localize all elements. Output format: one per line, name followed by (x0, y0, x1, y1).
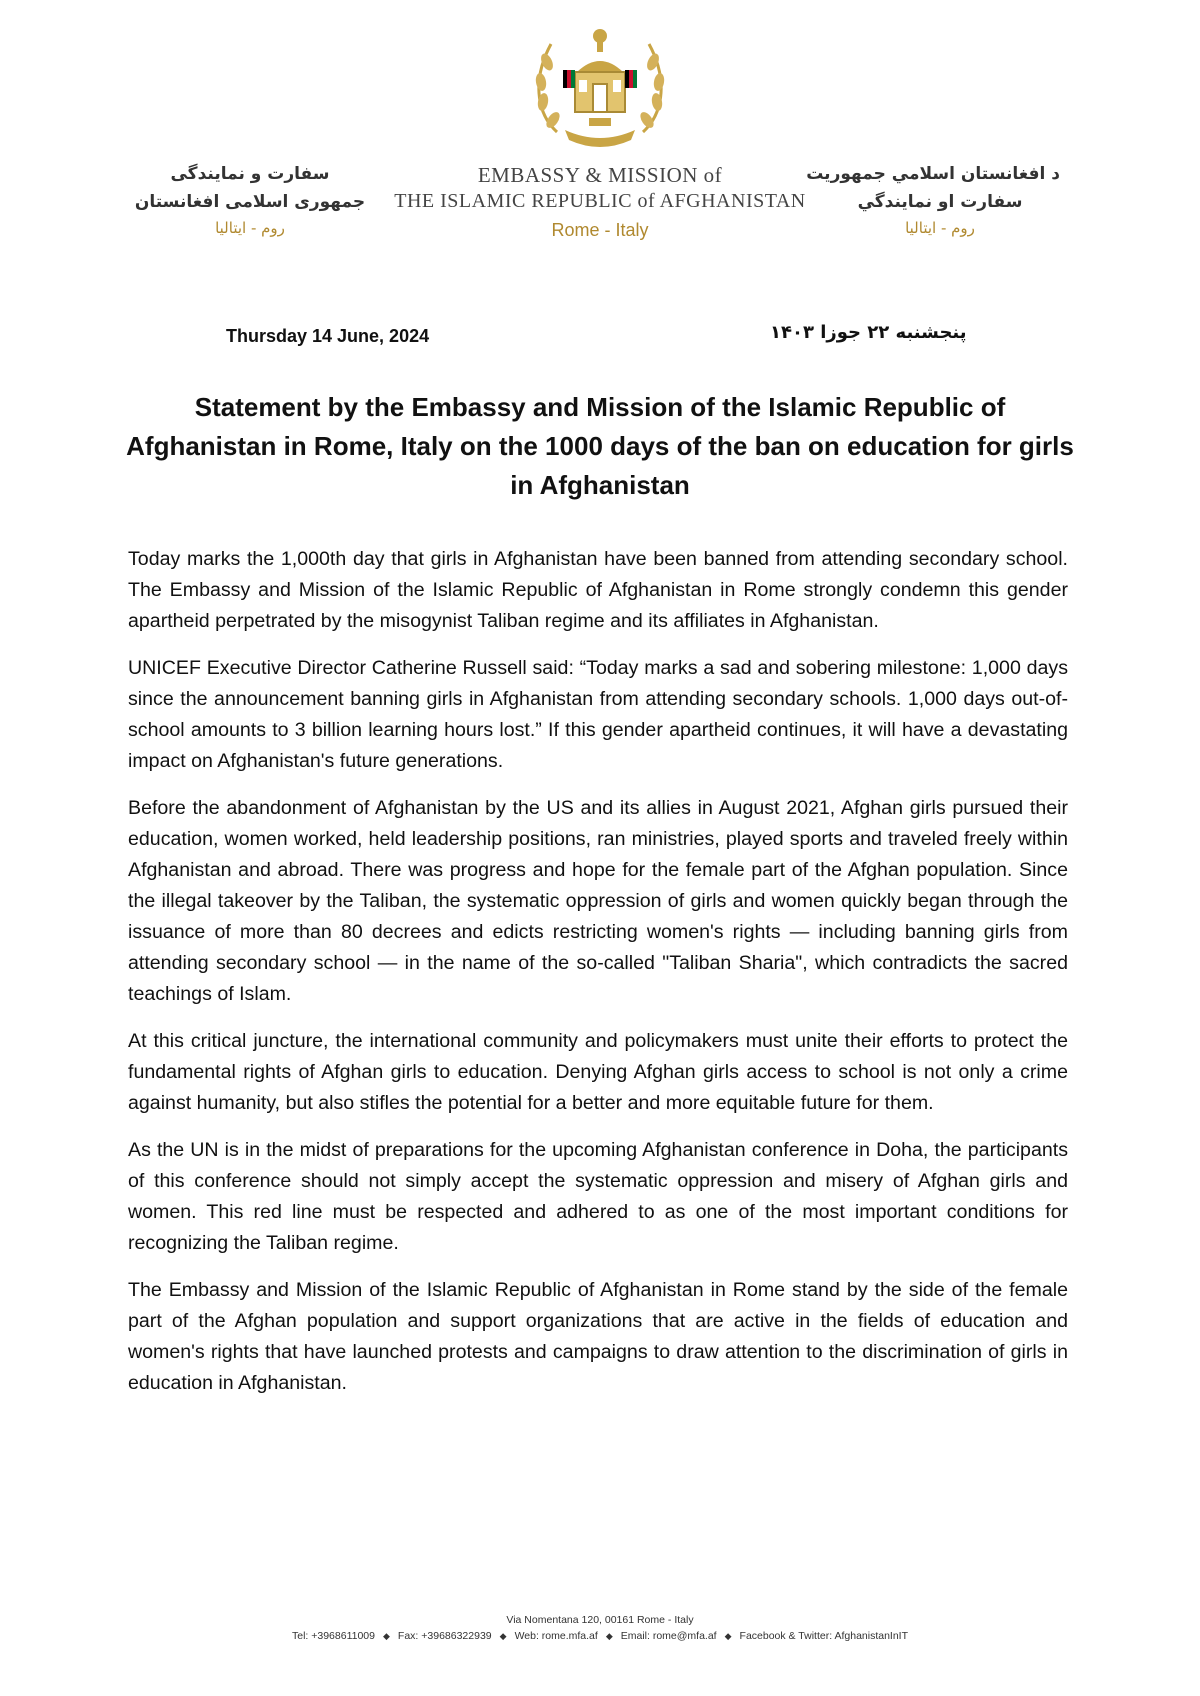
national-emblem-icon (527, 22, 673, 154)
footer-contacts (0, 1628, 1200, 1644)
footer-web: Web: rome.mfa.af (514, 1630, 598, 1642)
paragraph-4: At this critical juncture, the international community and policymakers must unite their efforts to protect the fundamental rights of Afghan girls to education. Denying Afghan girls access to school is not only a crime against humanity, but also stifles the potential for a better and more equitable future for them. (128, 1030, 1068, 1114)
english-line2: THE ISLAMIC REPUBLIC of AFGHANISTAN (394, 190, 806, 212)
paragraph-1: Today marks the 1,000th day that girls in Afghanistan have been banned from attending secondary school. The Embassy and Mission of the Islamic Republic of Afghanistan in Rome strongly condemn this gender apartheid perpetrated by the misogynist Taliban regime and its affiliates in Afghanistan. (128, 548, 1068, 632)
date-english: Thursday 14 June, 2024 (226, 326, 430, 346)
footer-email: Email: rome@mfa.af (620, 1630, 717, 1642)
footer-social: Facebook & Twitter: AfghanistanInIT (739, 1630, 909, 1642)
footer-fax: Fax: +39686322939 (397, 1630, 492, 1642)
date-persian: پنجشنبه ۲۲ جوزا ۱۴۰۳ (770, 322, 967, 343)
paragraph-3: Before the abandonment of Afghanistan by the US and its allies in August 2021, Afghan girls pursued their education, women worked, held leadership positions, ran ministries, played sports and traveled freely within Afghanistan and abroad. There was progress and hope for the female part of the Afghan population. Since the illegal takeover by the Taliban, the systematic oppression of girls and women quickly began through the issuance of more than 80 decrees and edicts restricting women's rights — including banning girls from attending secondary school — in the name of the so-called "Taliban Sharia", which contradicts the sacred teachings of Islam. (128, 797, 1068, 1005)
pashto-line1: د افغانستان اسلامي جمهوريت (806, 164, 1060, 184)
dari-line2: جمهوری اسلامی افغانستان (134, 192, 366, 212)
statement-title: Statement by the Embassy and Mission of the Islamic Republic of Afghanistan in Rome, Italy on the 1000 days of the ban on education for girls in Afghanistan (126, 392, 1074, 500)
english-letterhead (380, 162, 820, 241)
separator-icon: ◆ (605, 1631, 613, 1641)
english-city: Rome - Italy (551, 220, 649, 240)
footer (0, 1612, 1200, 1644)
paragraph-5: As the UN is in the midst of preparations for the upcoming Afghanistan conference in Doha, the participants of this conference should not simply accept the systematic oppression and misery of Afghan girls and women. This red line must be respected and adhered to as one of the most important conditions for recognizing the Taliban regime. (128, 1139, 1068, 1254)
statement-body (128, 544, 1068, 1415)
letterhead (0, 0, 1200, 260)
footer-tel: Tel: +3968611009 (291, 1630, 375, 1642)
separator-icon: ◆ (383, 1631, 390, 1641)
dari-line1: سفارت و نمایندگی (170, 164, 330, 184)
paragraph-6: The Embassy and Mission of the Islamic Republic of Afghanistan in Rome stand by the side of the female part of the Afghan population and support organizations that are active in the fields of education and women's rights that have launched protests and campaigns to draw attention to the discrimination of girls in education in Afghanistan. (128, 1279, 1068, 1394)
separator-icon: ◆ (724, 1631, 732, 1641)
pashto-line2: سفارت او نمايندگي (857, 192, 1023, 212)
dari-letterhead (130, 160, 370, 240)
pashto-city: روم - ایتالیا (905, 219, 975, 237)
pashto-letterhead (806, 160, 1060, 240)
footer-address: Via Nomentana 120, 00161 Rome - Italy (506, 1614, 694, 1626)
dari-city: روم - ایتالیا (215, 219, 285, 237)
separator-icon: ◆ (499, 1631, 507, 1641)
paragraph-2: UNICEF Executive Director Catherine Russell said: “Today marks a sad and sobering milestone: 1,000 days since the announcement banning girls in Afghanistan from attending secondary schools. 1,000 days out-of-school amounts to 3 billion learning hours lost.” If this gender apartheid continues, it will have a devastating impact on Afghanistan's future generations. (128, 657, 1068, 772)
english-line1: EMBASSY & MISSION of (477, 163, 723, 187)
